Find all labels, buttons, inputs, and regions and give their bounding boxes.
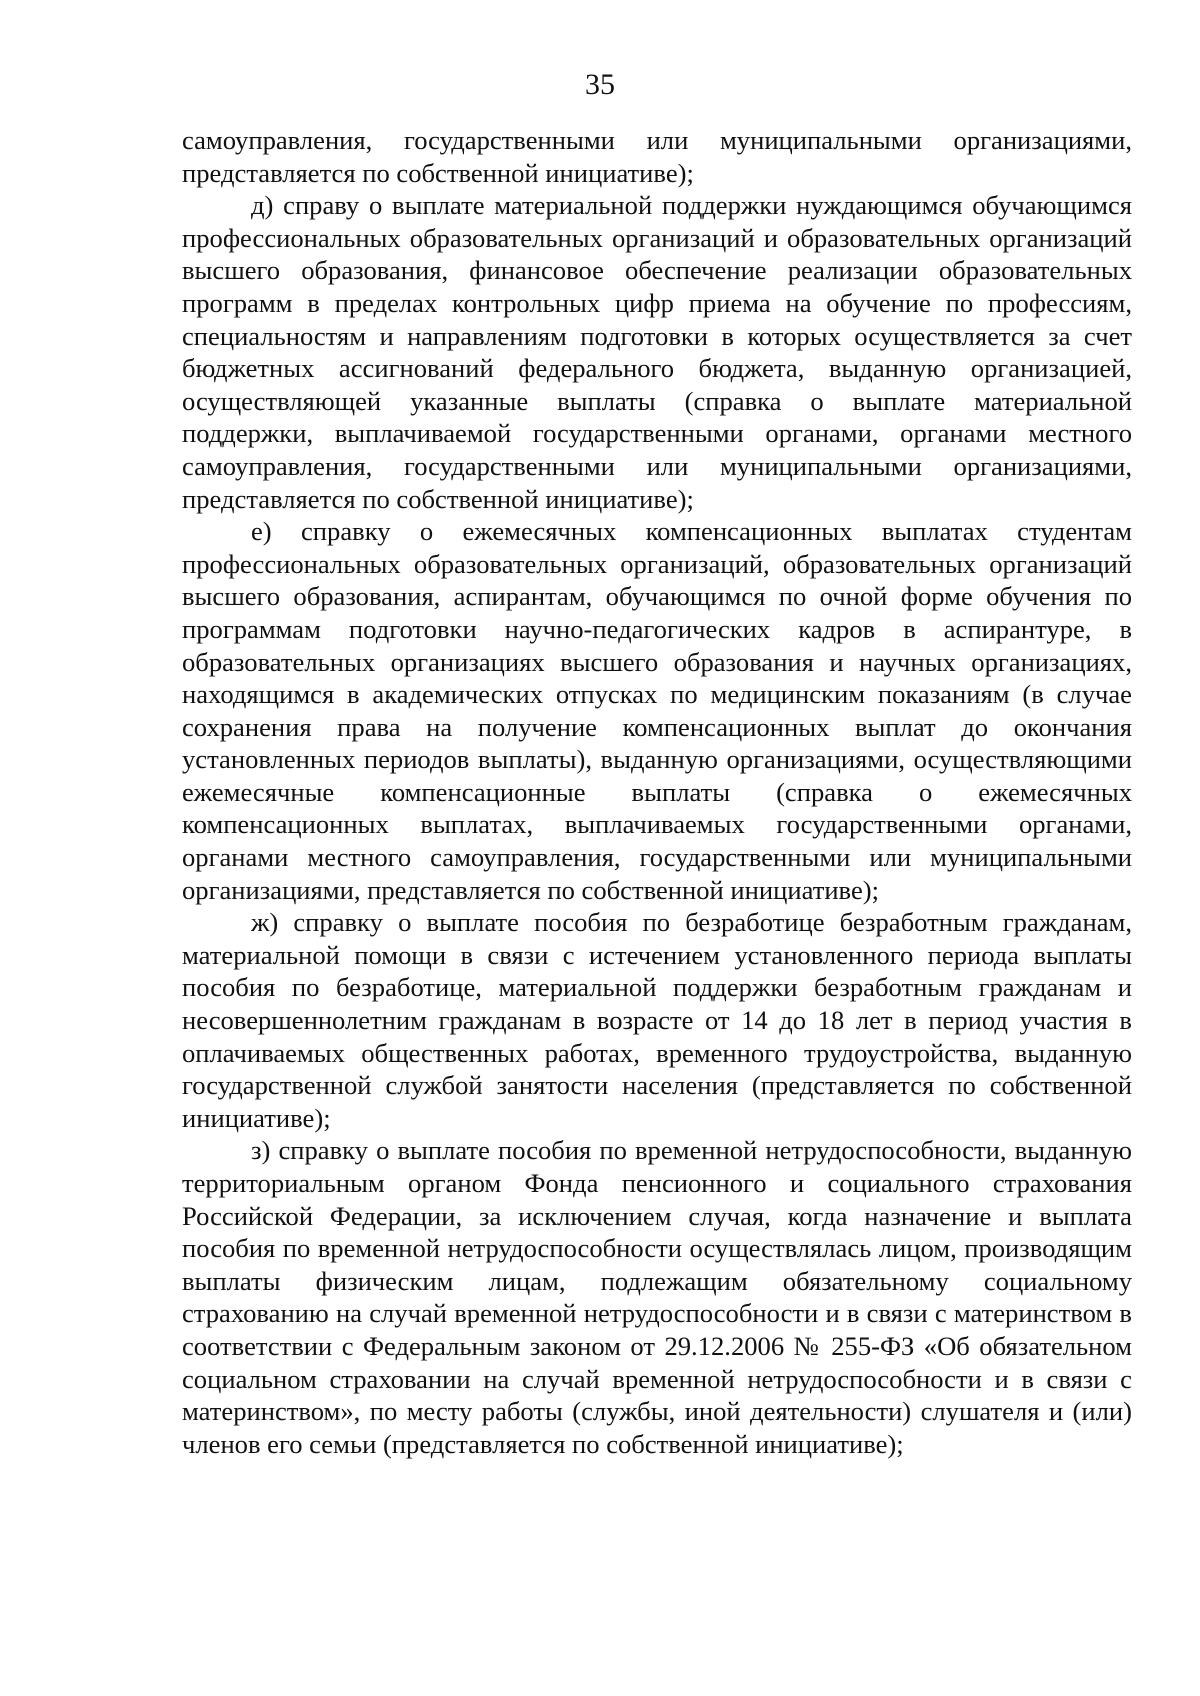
- document-body: [182, 124, 1132, 1460]
- paragraph-item-zh: ж) справку о выплате пособия по безработице безработным гражданам, материальной помощи в связи с истечением установленного периода выплаты пособия по безработице, материальной поддержки безработным гражданам и несовершеннолетним гражданам в возрасте от 14 до 18 лет в период участия в оплачиваемых общественных работах, временного трудоустройства, выданную государственной службой занятости населения (представляется по собственной инициативе);: [182, 907, 1132, 1133]
- paragraph-item-d: д) справу о выплате материальной поддержки нуждающимся обучающимся профессиональных образовательных организаций и образовательных организаций высшего образования, финансовое обеспечение реализации образовательных программ в пределах контрольных цифр приема на обучение по профессиям, специальностям и направлениям подготовки в которых осуществляется за счет бюджетных ассигнований федерального бюджета, выданную организацией, осуществляющей указанные выплаты (справка о выплате материальной поддержки, выплачиваемой государственными органами, органами местного самоуправления, государственными или муниципальными организациями, представляется по собственной инициативе);: [182, 190, 1132, 514]
- page-number: 35: [585, 68, 615, 101]
- paragraph-continuation: самоуправления, государственными или муниципальными организациями, представляется по собственной инициативе);: [182, 125, 1132, 188]
- paragraph-item-z: з) справку о выплате пособия по временной нетрудоспособности, выданную территориальным органом Фонда пенсионного и социального страхования Российской Федерации, за исключением случая, когда назначение и выплата пособия по временной нетрудоспособности осуществлялась лицом, производящим выплаты физическим лицам, подлежащим обязательному социальному страхованию на случай временной нетрудоспособности и в связи с материнством в соответствии с Федеральным законом от 29.12.2006 № 255-ФЗ «Об обязательном социальном страховании на случай временной нетрудоспособности и в связи с материнством», по месту работы (службы, иной деятельности) слушателя и (или) членов его семьи (представляется по собственной инициативе);: [182, 1135, 1132, 1459]
- paragraph-item-e: е) справку о ежемесячных компенсационных выплатах студентам профессиональных образовательных организаций, образовательных организаций высшего образования, аспирантам, обучающимся по очной форме обучения по программам подготовки научно-педагогических кадров в аспирантуре, в образовательных организациях высшего образования и научных организациях, находящимся в академических отпусках по медицинским показаниям (в случае сохранения права на получение компенсационных выплат до окончания установленных периодов выплаты), выданную организациями, осуществляющими ежемесячные компенсационные выплаты (справка о ежемесячных компенсационных выплатах, выплачиваемых государственными органами, органами местного самоуправления, государственными или муниципальными организациями, представляется по собственной инициативе);: [182, 516, 1132, 905]
